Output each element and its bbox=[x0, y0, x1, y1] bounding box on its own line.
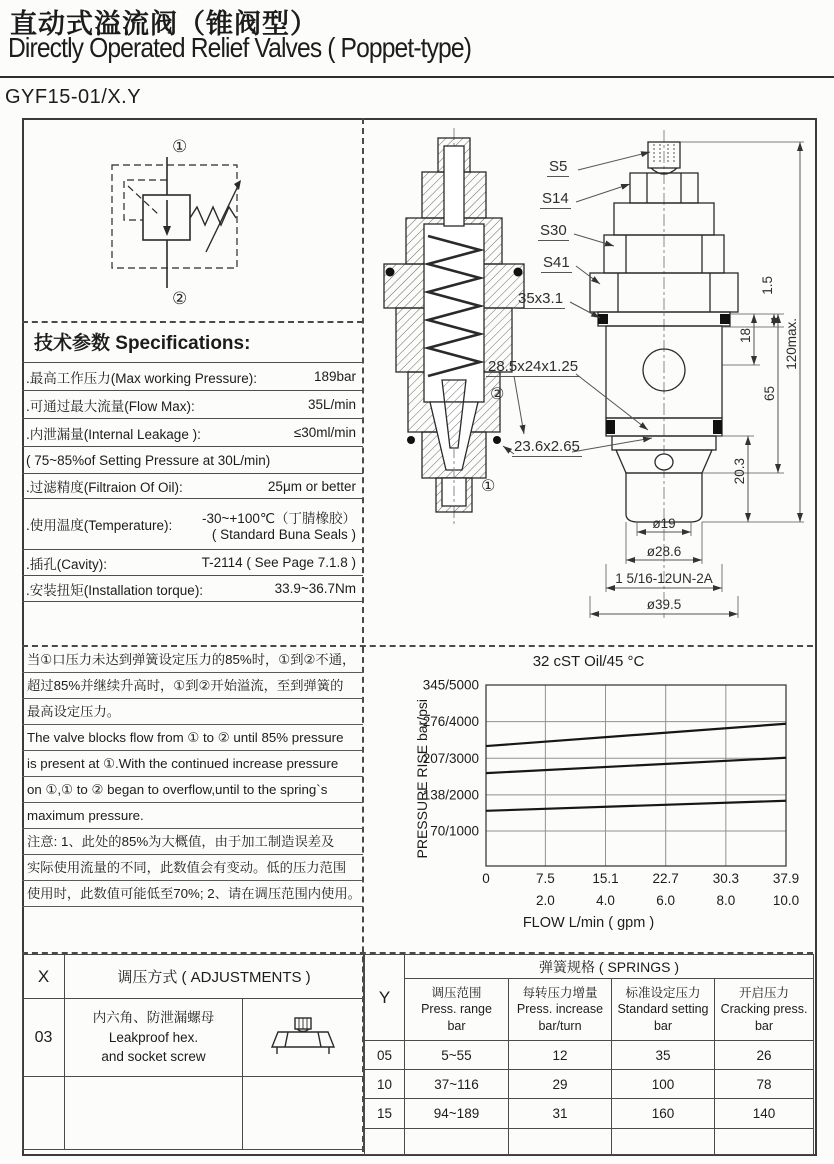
chart-ytick-label: 207/3000 bbox=[422, 750, 479, 766]
spec-label: ( 75~85%of Setting Pressure at 30L/min) bbox=[26, 452, 271, 468]
cross-section-drawing bbox=[384, 128, 524, 524]
chart-xtick-lmin: 15.1 bbox=[592, 871, 619, 886]
springs-column-header bbox=[715, 979, 814, 1041]
chart-ytick-label: 345/5000 bbox=[422, 677, 479, 693]
adjustment-line-en2: and socket screw bbox=[101, 1049, 206, 1065]
col-label-unit: bar bbox=[653, 1018, 673, 1033]
spec-row bbox=[22, 576, 363, 602]
model-number: GYF15-01/X.Y bbox=[5, 86, 142, 108]
adjustment-line-cn: 内六角、防泄漏螺母 bbox=[92, 1010, 215, 1026]
port1-label: ① bbox=[481, 478, 496, 495]
page-title-cn: 直动式溢流阀（锥阀型） bbox=[10, 9, 318, 39]
dim-dia19: ø19 bbox=[652, 516, 676, 531]
chart-series-spring-05 bbox=[486, 801, 786, 811]
drain-hole bbox=[655, 454, 673, 470]
header-divider bbox=[0, 76, 834, 78]
spec-value: 33.9~36.7Nm bbox=[274, 581, 356, 596]
spec-value: T-2114 ( See Page 7.1.8 ) bbox=[201, 555, 356, 570]
springs-column-header bbox=[405, 979, 509, 1041]
springs-column-header bbox=[612, 979, 715, 1041]
spring-code: 15 bbox=[365, 1099, 405, 1129]
description-line: 使用时，此数值可能低至70%; 2、请在调压范围内使用。 bbox=[22, 881, 363, 907]
col-label-en: Press. increase bbox=[516, 1002, 604, 1017]
description-line: 注意: 1、此处的85%为大概值，由于加工制造误差及 bbox=[22, 829, 363, 855]
spec-value: 25μm or better bbox=[267, 478, 356, 494]
chart-xtick-gpm: 4.0 bbox=[596, 893, 615, 908]
symbol-adjust-arrow bbox=[206, 186, 238, 252]
chart-xtick-gpm: 2.0 bbox=[535, 893, 555, 908]
oring-section-right bbox=[514, 268, 523, 277]
symbol-spring bbox=[190, 207, 236, 225]
description-line: 最高设定压力。 bbox=[22, 699, 363, 725]
spring-row bbox=[365, 1070, 814, 1099]
spec-row bbox=[22, 550, 363, 576]
chart-frame bbox=[486, 685, 786, 866]
spring-range: 5~55 bbox=[405, 1041, 509, 1070]
symbol-flow-arrow bbox=[163, 226, 171, 236]
spec-value-2: ( Standard Buna Seals ) bbox=[211, 526, 356, 542]
chart-xtick-gpm: 8.0 bbox=[716, 893, 736, 908]
spring-increase: 29 bbox=[509, 1070, 612, 1099]
chart-xtick-lmin: 7.5 bbox=[535, 871, 555, 886]
description-line: 超过85%并继续升高时，①到②开始溢流，至到弹簧的 bbox=[22, 673, 363, 699]
col-label-cn: 调压范围 bbox=[431, 986, 482, 1001]
spec-row bbox=[22, 363, 363, 391]
description-line: 实际使用流量的不同，此数值会有变动。低的压力范围 bbox=[22, 855, 363, 881]
spec-value: 189bar bbox=[313, 369, 356, 384]
symbol-port1-label: ① bbox=[172, 137, 188, 156]
spec-value: ≤30ml/min bbox=[293, 425, 356, 440]
springs-table bbox=[364, 954, 814, 1155]
oring-35x31-left bbox=[598, 314, 608, 324]
adjustment-icon-cell bbox=[243, 999, 364, 1077]
chart-series-spring-15 bbox=[486, 724, 786, 746]
description-section bbox=[22, 647, 363, 907]
dim-120max: 120max. bbox=[784, 318, 799, 370]
description-line: The valve blocks flow from ① to ② until 85% pressure bbox=[22, 725, 363, 751]
spring-code: 05 bbox=[365, 1041, 405, 1070]
performance-chart-section bbox=[364, 647, 813, 953]
spec-row bbox=[22, 474, 363, 499]
adjustment-description bbox=[65, 999, 243, 1077]
springs-column-header bbox=[509, 979, 612, 1041]
spec-label: .最高工作压力(Max working Pressure): bbox=[26, 370, 258, 386]
dim-1-5: 1.5 bbox=[760, 276, 775, 295]
spec-label: .插孔(Cavity): bbox=[26, 556, 107, 572]
col-label-cn: 标准设定压力 bbox=[625, 986, 701, 1001]
oring-35x31-right bbox=[720, 314, 730, 324]
chart-series-spring-10 bbox=[486, 758, 786, 773]
port2-label: ② bbox=[490, 386, 505, 403]
symbol-port2-label: ② bbox=[172, 289, 188, 308]
dim-18: 18 bbox=[738, 328, 753, 344]
spring-range: 94~189 bbox=[405, 1099, 509, 1129]
chart-ytick-label: 276/4000 bbox=[422, 714, 479, 730]
chart-x-axis-label: FLOW L/min ( gpm ) bbox=[522, 915, 655, 931]
spec-value: 35L/min bbox=[307, 397, 356, 412]
adjustments-empty-cell bbox=[65, 1077, 243, 1150]
adjustments-empty-cell bbox=[23, 1077, 65, 1150]
callout-s5: S5 bbox=[549, 158, 568, 175]
dim-dia395: ø39.5 bbox=[646, 597, 682, 612]
spring-cracking: 140 bbox=[715, 1099, 814, 1129]
leakproof-nut-icon bbox=[268, 1013, 338, 1059]
spec-row bbox=[22, 499, 363, 550]
callout-s41: S41 bbox=[543, 254, 570, 271]
adjustments-col-x: X bbox=[23, 955, 65, 999]
callout-s14: S14 bbox=[542, 190, 569, 207]
col-label-en: Standard setting bbox=[617, 1002, 709, 1017]
spring-code: 10 bbox=[365, 1070, 405, 1099]
chart-xtick-gpm: 10.0 bbox=[772, 893, 800, 908]
adjustment-code: 03 bbox=[23, 999, 65, 1077]
pressure-flow-chart bbox=[364, 647, 813, 953]
spring-range: 37~116 bbox=[405, 1070, 509, 1099]
springs-header: 弹簧规格 ( SPRINGS ) bbox=[405, 955, 814, 979]
oring-236-left bbox=[606, 420, 615, 434]
specs-heading: 技术参数 Specifications: bbox=[22, 322, 363, 363]
spring-cracking: 78 bbox=[715, 1070, 814, 1099]
spring-standard: 35 bbox=[612, 1041, 715, 1070]
col-label-en: Press. range bbox=[421, 1002, 492, 1017]
description-line: on ①,① to ② began to overflow,until to the spring`s bbox=[22, 777, 363, 803]
spring-standard: 160 bbox=[612, 1099, 715, 1129]
col-label-unit: bar bbox=[754, 1018, 774, 1033]
col-label-unit: bar/turn bbox=[538, 1018, 582, 1033]
spec-label: .过滤精度(Filtraion Of Oil): bbox=[26, 480, 183, 495]
chart-xtick-lmin: 22.7 bbox=[652, 871, 679, 886]
chart-ytick-label: 138/2000 bbox=[422, 787, 479, 803]
col-label-unit: bar bbox=[447, 1018, 466, 1033]
spring-increase: 31 bbox=[509, 1099, 612, 1129]
callout-ring-236: 23.6x2.65 bbox=[514, 438, 580, 455]
springs-col-y: Y bbox=[365, 955, 405, 1041]
dim-dia286: ø28.6 bbox=[646, 544, 682, 559]
chart-y-axis-label: PRESSURE RISE bar/psi bbox=[414, 699, 430, 859]
chart-xtick-gpm: 6.0 bbox=[656, 893, 676, 908]
col-label-cn: 开启压力 bbox=[739, 986, 790, 1001]
adjustments-empty-cell bbox=[243, 1077, 364, 1150]
callout-s30: S30 bbox=[540, 222, 567, 239]
spec-label: .可通过最大流量(Flow Max): bbox=[26, 398, 195, 414]
dim-20-3: 20.3 bbox=[732, 458, 747, 485]
symbol-pilot-lines bbox=[112, 165, 237, 268]
chart-xtick-lmin: 37.9 bbox=[772, 871, 800, 886]
col-label-cn: 每转压力增量 bbox=[522, 986, 598, 1001]
dim-thread: 1 5/16-12UN-2A bbox=[615, 571, 713, 586]
spring-standard: 100 bbox=[612, 1070, 715, 1099]
description-line: maximum pressure. bbox=[22, 803, 363, 829]
spec-row bbox=[22, 447, 363, 474]
col-label-en: Cracking press. bbox=[720, 1002, 808, 1017]
chart-ytick-label: 70/1000 bbox=[430, 823, 479, 839]
spec-label: .内泄漏量(Internal Leakage ): bbox=[26, 426, 201, 442]
valve-drawings bbox=[364, 118, 813, 647]
oring-section-left bbox=[386, 268, 395, 277]
spec-row bbox=[22, 419, 363, 447]
spec-label: .安装扭矩(Installation torque): bbox=[26, 582, 204, 598]
dim-65: 65 bbox=[762, 386, 777, 402]
spring-row-empty bbox=[365, 1129, 814, 1155]
chart-xtick-lmin: 30.3 bbox=[712, 871, 739, 886]
oring-236-right bbox=[713, 420, 722, 434]
callout-ring-35x31: 35x3.1 bbox=[518, 290, 564, 307]
spring-increase: 12 bbox=[509, 1041, 612, 1070]
adjustment-line-en1: Leakproof hex. bbox=[108, 1029, 199, 1045]
page-title-en: Directly Operated Relief Valves ( Poppet-type) bbox=[8, 32, 472, 63]
spring-row bbox=[365, 1099, 814, 1129]
spec-label: .使用温度(Temperature): bbox=[26, 518, 173, 533]
specifications-section bbox=[22, 322, 363, 602]
description-line: is present at ①.With the continued increase pressure bbox=[22, 751, 363, 777]
description-line: 当①口压力未达到弹簧设定压力的85%时，①到②不通， bbox=[22, 647, 363, 673]
adjustments-table bbox=[22, 954, 364, 1150]
adjustments-header: 调压方式 ( ADJUSTMENTS ) bbox=[65, 955, 364, 999]
spec-row bbox=[22, 391, 363, 419]
chart-title: 32 cST Oil/45 °C bbox=[532, 653, 645, 670]
valve-drawings-section bbox=[364, 118, 813, 647]
spring-row bbox=[365, 1041, 814, 1070]
hydraulic-symbol-diagram bbox=[60, 130, 320, 320]
spec-value: -30~+100℃（丁腈橡胶） bbox=[202, 510, 356, 526]
spring-cracking: 26 bbox=[715, 1041, 814, 1070]
callout-ring-285: 28.5x24x1.25 bbox=[488, 358, 579, 375]
chart-xtick-lmin: 0 bbox=[482, 871, 490, 886]
